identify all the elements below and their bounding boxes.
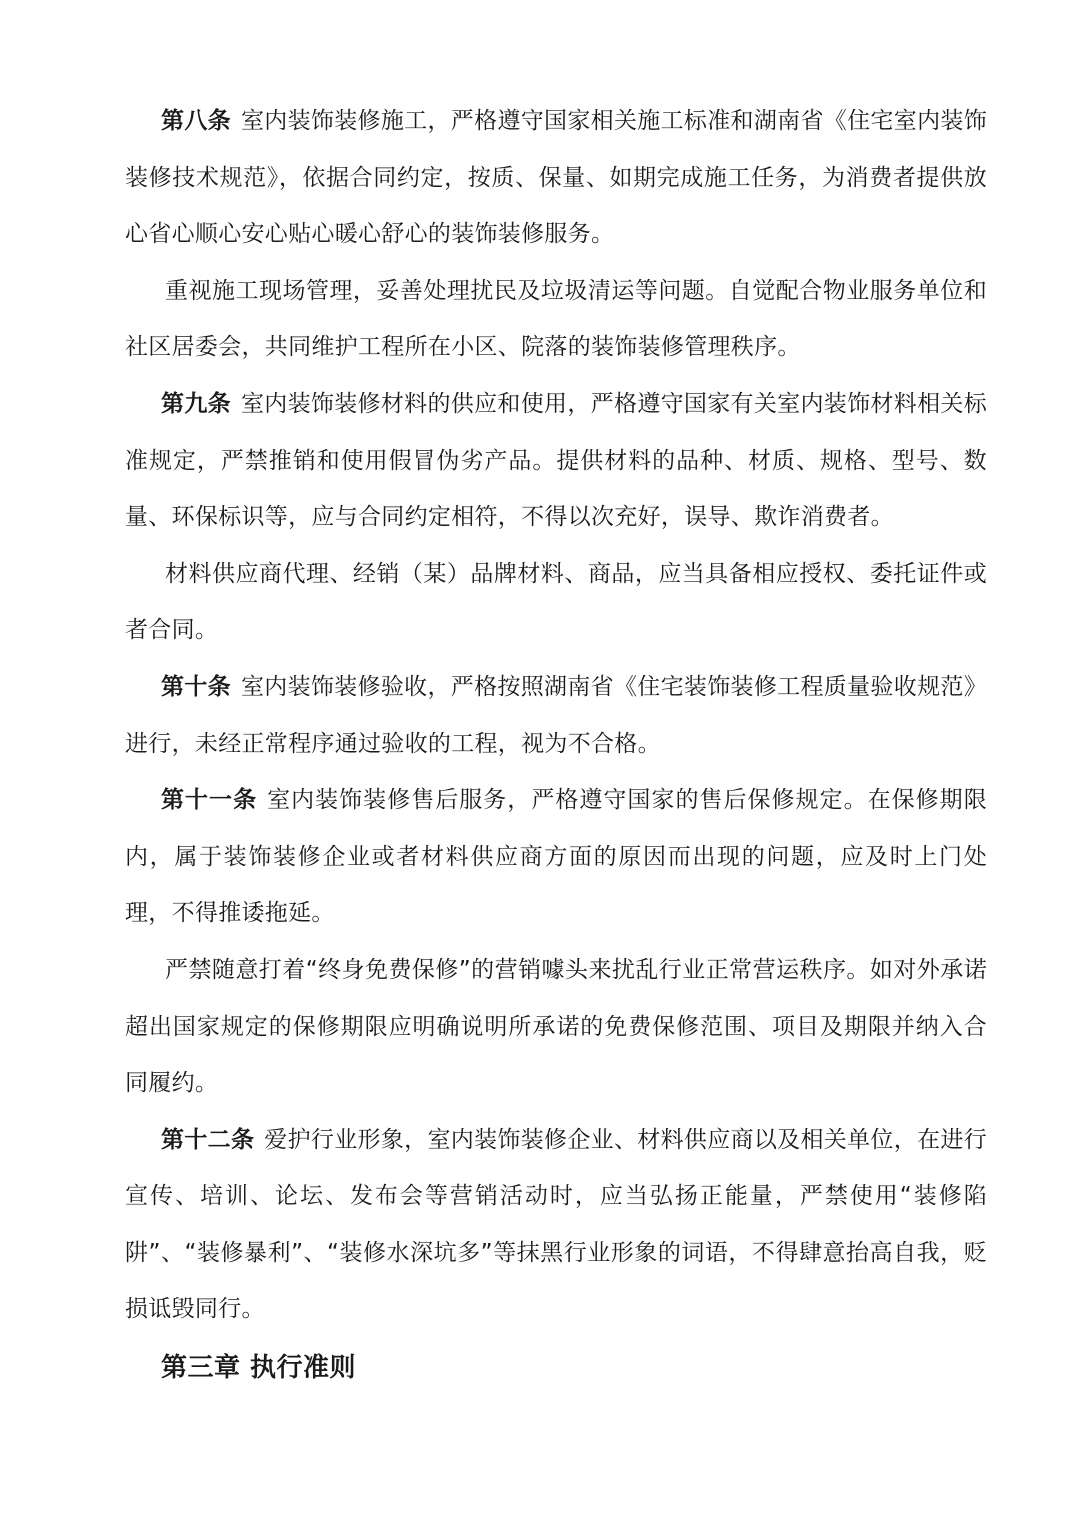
article-text: 室内装饰装修材料的供应和使用，严格遵守国家有关室内装饰材料相关标准规定，严禁推销和使用假冒伪劣产品。提供材料的品种、材质、规格、型号、数量、环保标识等，应与合同约定相符，不得以次充好，误导、欺诈消费者。	[125, 390, 987, 531]
article-number: 第十条	[161, 673, 231, 700]
article-10	[125, 659, 987, 772]
article-9	[125, 376, 987, 546]
article-text: 室内装饰装修施工，严格遵守国家相关施工标准和湖南省《住宅室内装饰装修技术规范》，依据合同约定，按质、保量、如期完成施工任务，为消费者提供放心省心顺心安心贴心暖心舒心的装饰装修服务。	[125, 108, 987, 248]
chapter-heading: 第三章 执行准则	[161, 1353, 357, 1384]
article-text: 室内装饰装修验收，严格按照湖南省《住宅装饰装修工程质量验收规范》进行，未经正常程序通过验收的工程，视为不合格。	[125, 673, 987, 757]
article-8	[125, 93, 987, 263]
article-8-extra: 重视施工现场管理，妥善处理扰民及垃圾清运等问题。自觉配合物业服务单位和社区居委会，共同维护工程所在小区、院落的装饰装修管理秩序。	[125, 277, 987, 361]
article-text: 室内装饰装修售后服务，严格遵守国家的售后保修规定。在保修期限内，属于装饰装修企业或者材料供应商方面的原因而出现的问题，应及时上门处理，不得推诿拖延。	[125, 787, 988, 927]
document-page	[125, 93, 987, 1396]
article-number: 第十二条	[161, 1126, 255, 1153]
article-number: 第十一条	[161, 787, 258, 814]
article-11-extra: 严禁随意打着“终身免费保修”的营销噱头来扰乱行业正常营运秩序。如对外承诺超出国家规定的保修期限应明确说明所承诺的免费保修范围、项目及期限并纳入合同履约。	[125, 956, 987, 1097]
article-12	[125, 1112, 987, 1338]
article-text: 爱护行业形象，室内装饰装修企业、材料供应商以及相关单位，在进行宣传、培训、论坛、发布会等营销活动时，应当弘扬正能量，严禁使用“装修陷阱”、“装修暴利”、“装修水深坑多”等抹黑行业形象的词语，不得肆意抬高自我，贬损诋毁同行。	[125, 1126, 987, 1323]
article-number: 第九条	[161, 390, 231, 417]
article-number: 第八条	[161, 108, 231, 134]
article-9-extra: 材料供应商代理、经销（某）品牌材料、商品，应当具备相应授权、委托证件或者合同。	[125, 560, 987, 644]
article-11	[125, 772, 987, 942]
